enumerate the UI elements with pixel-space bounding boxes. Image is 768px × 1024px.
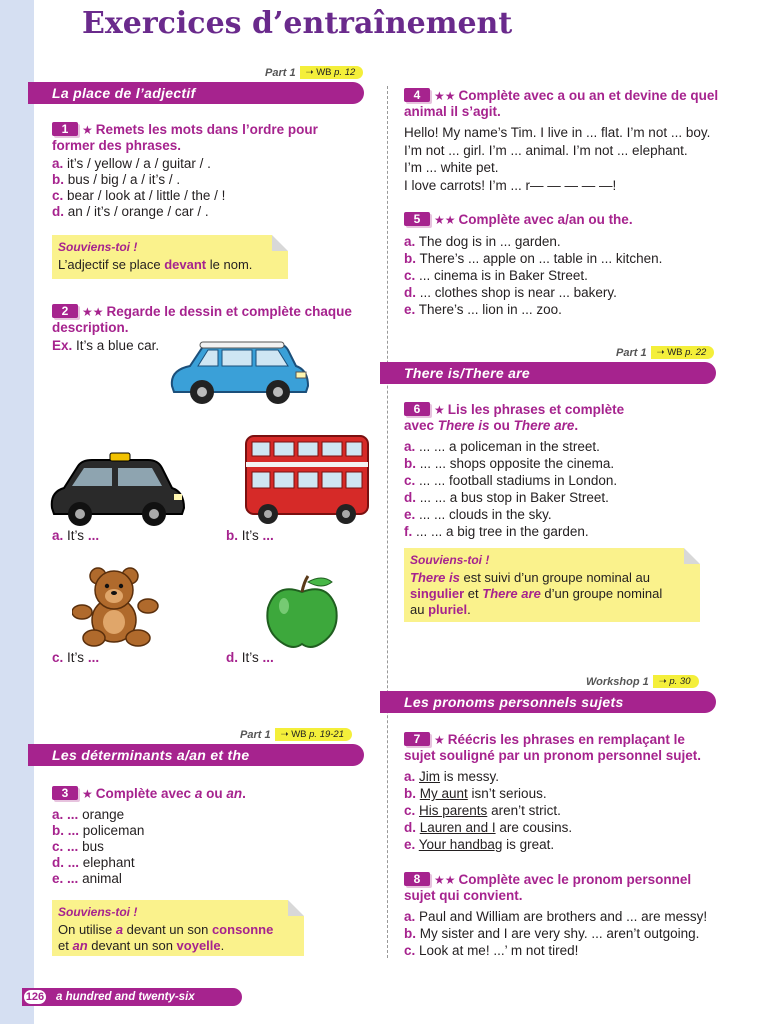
example-text: It’s a blue car. — [76, 338, 160, 353]
list-item: c. Look at me! ...’ m not tired! — [404, 943, 579, 958]
exercise-4 — [404, 88, 720, 194]
workshop-reference — [586, 675, 699, 688]
list-item: b. ... policeman — [52, 823, 145, 838]
list-item: c. bear / look at / little / the / ! — [52, 188, 226, 203]
exercise-instruction: Complète avec a ou an. — [95, 786, 246, 801]
list-item: b. There’s ... apple on ... table in ... kitchen. — [404, 251, 663, 266]
reminder-title: Souviens-toi ! — [410, 553, 490, 567]
exercise-7 — [404, 732, 720, 853]
exercise-instruction: Remets les mots dans l’ordre pour former des phrases. — [52, 122, 318, 153]
exercise-number: 5 — [404, 212, 430, 226]
caption-a: a. It’s ... — [52, 528, 100, 543]
exercise-1 — [52, 122, 352, 220]
exercise-instruction: Complète avec a ou an et devine de quel animal il s’agit. — [404, 88, 719, 119]
list-item: c. His parents aren’t strict. — [404, 803, 561, 818]
exercise-instruction: Complète avec le pronom personnel sujet qui convient. — [404, 872, 692, 903]
page-number: 126 — [22, 988, 48, 1006]
exercise-instruction: Complète avec a/an ou the. — [458, 212, 633, 227]
green-apple-illustration — [262, 574, 342, 650]
exercise-number: 3 — [52, 786, 78, 800]
list-item: e. ... animal — [52, 871, 122, 886]
teddy-bear-illustration — [72, 566, 162, 648]
text-line: I’m ... white pet. — [404, 160, 499, 175]
left-side-band — [0, 0, 34, 1024]
list-item: d. an / it’s / orange / car / . — [52, 204, 209, 219]
wb-tag: ➝ p. 30 — [653, 675, 699, 688]
difficulty-stars: ★ — [434, 403, 445, 417]
difficulty-stars: ★ — [82, 123, 93, 137]
workbook-reference — [616, 346, 714, 359]
section-banner: Les déterminants a/an et the — [28, 744, 364, 766]
exercise-instruction-line2: avec There is ou There are. — [404, 418, 579, 433]
exercise-instruction: Lis les phrases et complète — [447, 402, 625, 417]
reminder-title: Souviens-toi ! — [58, 240, 138, 254]
exercise-instruction: Regarde le dessin et complète chaque description. — [52, 304, 352, 335]
list-item: a. Jim is messy. — [404, 769, 500, 784]
list-item: c. ... bus — [52, 839, 104, 854]
exercise-number: 7 — [404, 732, 430, 746]
section-banner: Les pronoms personnels sujets — [380, 691, 716, 713]
section-banner: There is/There are — [380, 362, 716, 384]
exercise-3 — [52, 786, 352, 887]
list-item: d. ... clothes shop is near ... bakery. — [404, 285, 617, 300]
list-item: a. ... ... a policeman in the street. — [404, 439, 600, 454]
part-label: Part 1 — [265, 66, 296, 79]
column-divider — [387, 86, 388, 958]
exercise-number: 1 — [52, 122, 78, 136]
exercise-5 — [404, 212, 720, 318]
exercise-number: 6 — [404, 402, 430, 416]
list-item: e. ... ... clouds in the sky. — [404, 507, 552, 522]
wb-tag: ➝ WB p. 22 — [651, 346, 715, 359]
reminder-note: Souviens-toi ! On utilise a devant un son consonne et an devant un son voyelle. — [52, 900, 304, 956]
difficulty-stars: ★★ — [434, 89, 456, 103]
text-line: I love carrots! I’m ... r— — — — —! — [404, 177, 617, 193]
wb-tag: ➝ WB p. 19-21 — [275, 728, 352, 741]
list-item: e. There’s ... lion in ... zoo. — [404, 302, 562, 317]
list-item: d. ... ... a bus stop in Baker Street. — [404, 490, 609, 505]
exercise-instruction: Réécris les phrases en remplaçant le sujet souligné par un pronom personnel sujet. — [404, 732, 702, 763]
exercise-number: 2 — [52, 304, 78, 318]
list-item: f. ... ... a big tree in the garden. — [404, 524, 589, 539]
exercise-number: 4 — [404, 88, 430, 102]
list-item: a. it’s / yellow / a / guitar / . — [52, 156, 211, 171]
part-label: Workshop 1 — [586, 675, 649, 688]
reminder-title: Souviens-toi ! — [58, 905, 138, 919]
part-label: Part 1 — [240, 728, 271, 741]
list-item: d. ... elephant — [52, 855, 135, 870]
list-item: b. My sister and I are very shy. ... aren’t outgoing. — [404, 926, 700, 941]
page-number-words: a hundred and twenty-six — [56, 991, 195, 1003]
caption-c: c. It’s ... — [52, 650, 100, 665]
caption-b: b. It’s ... — [226, 528, 274, 543]
list-item: c. ... cinema is in Baker Street. — [404, 268, 588, 283]
exercise-number: 8 — [404, 872, 430, 886]
list-item: e. Your handbag is great. — [404, 837, 555, 852]
text-line: I’m not ... girl. I’m ... animal. I’m not ... elephant. — [404, 142, 688, 158]
list-item: b. bus / big / a / it’s / . — [52, 172, 181, 187]
list-item: a. Paul and William are brothers and ... are messy! — [404, 909, 708, 924]
text-line: Hello! My name’s Tim. I live in ... flat. I’m not ... boy. — [404, 125, 711, 140]
red-double-decker-bus-illustration — [244, 432, 370, 526]
difficulty-stars: ★★ — [434, 213, 456, 227]
difficulty-stars: ★ — [82, 787, 93, 801]
list-item: d. Lauren and I are cousins. — [404, 820, 573, 835]
reminder-note: Souviens-toi ! There is est suivi d’un groupe nominal au singulier et There are d’un groupe nominal au pluriel. — [404, 548, 700, 622]
workbook-reference — [240, 728, 352, 741]
example-label: Ex. — [52, 338, 73, 353]
list-item: b. My aunt isn’t serious. — [404, 786, 547, 801]
list-item: c. ... ... football stadiums in London. — [404, 473, 618, 488]
exercise-6 — [404, 402, 720, 540]
list-item: a. The dog is in ... garden. — [404, 234, 561, 249]
blue-car-illustration — [166, 340, 312, 408]
page-title: Exercices d’entraînement — [82, 6, 513, 41]
exercise-8 — [404, 872, 724, 959]
part-label: Part 1 — [616, 346, 647, 359]
section-banner: La place de l’adjectif — [28, 82, 364, 104]
list-item: a. ... orange — [52, 807, 125, 822]
difficulty-stars: ★★ — [434, 873, 456, 887]
difficulty-stars: ★★ — [82, 305, 104, 319]
difficulty-stars: ★ — [434, 733, 445, 747]
workbook-reference — [265, 66, 363, 79]
reminder-note: Souviens-toi ! L’adjectif se place devant le nom. — [52, 235, 288, 279]
caption-d: d. It’s ... — [226, 650, 274, 665]
list-item: b. ... ... shops opposite the cinema. — [404, 456, 615, 471]
black-taxi-illustration — [48, 452, 186, 528]
wb-tag: ➝ WB p. 12 — [300, 66, 364, 79]
